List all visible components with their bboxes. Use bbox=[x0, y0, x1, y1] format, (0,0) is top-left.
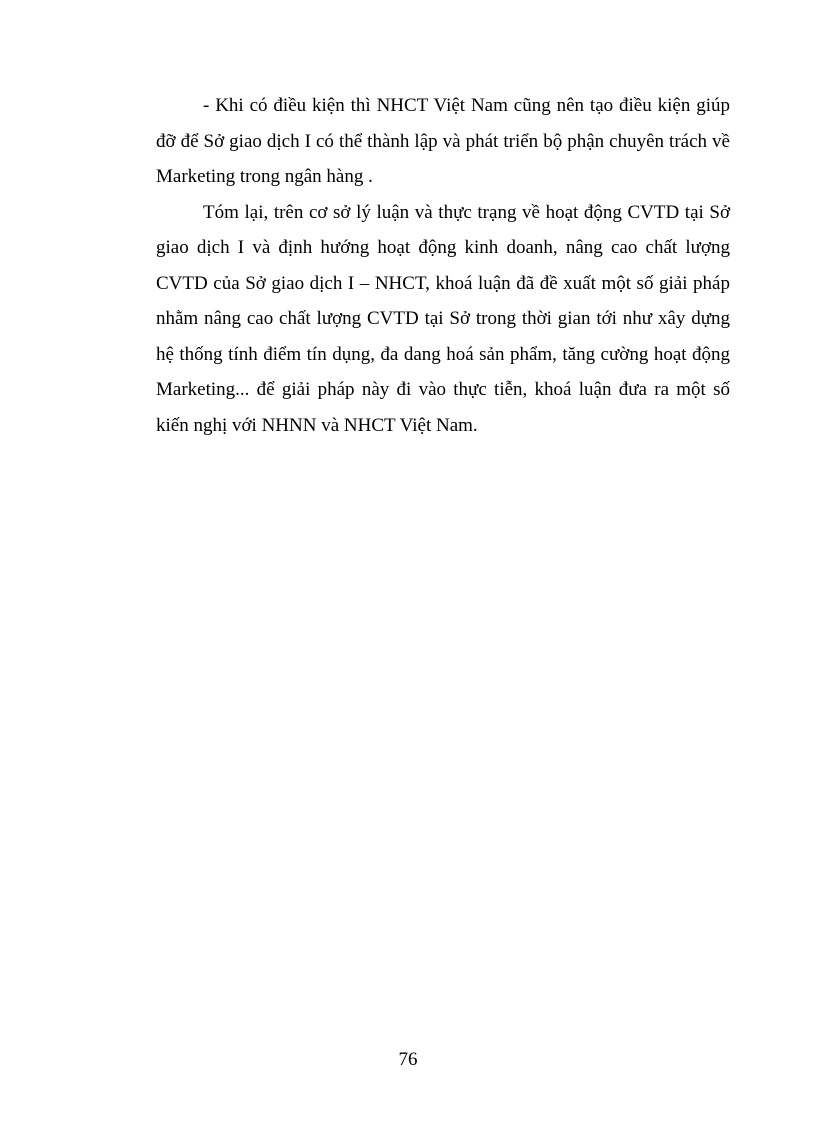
body-text bbox=[156, 88, 730, 443]
paragraph-summary: Tóm lại, trên cơ sở lý luận và thực trạng về hoạt động CVTD tại Sở giao dịch I và định hướng hoạt động kinh doanh, nâng cao chất lượng CVTD của Sở giao dịch I – NHCT, khoá luận đã đề xuất một số giải pháp nhằm nâng cao chất lượng CVTD tại Sở trong thời gian tới như xây dựng hệ thống tính điểm tín dụng, đa dang hoá sản phẩm, tăng cường hoạt động Marketing... để giải pháp này đi vào thực tiễn, khoá luận đưa ra một số kiến nghị với NHNN và NHCT Việt Nam. bbox=[156, 201, 730, 436]
page-number: 76 bbox=[398, 1049, 418, 1070]
paragraph-recommendation: - Khi có điều kiện thì NHCT Việt Nam cũng nên tạo điều kiện giúp đỡ để Sở giao dịch I có thể thành lập và phát triển bộ phận chuyên trách về Marketing trong ngân hàng . bbox=[156, 95, 730, 187]
